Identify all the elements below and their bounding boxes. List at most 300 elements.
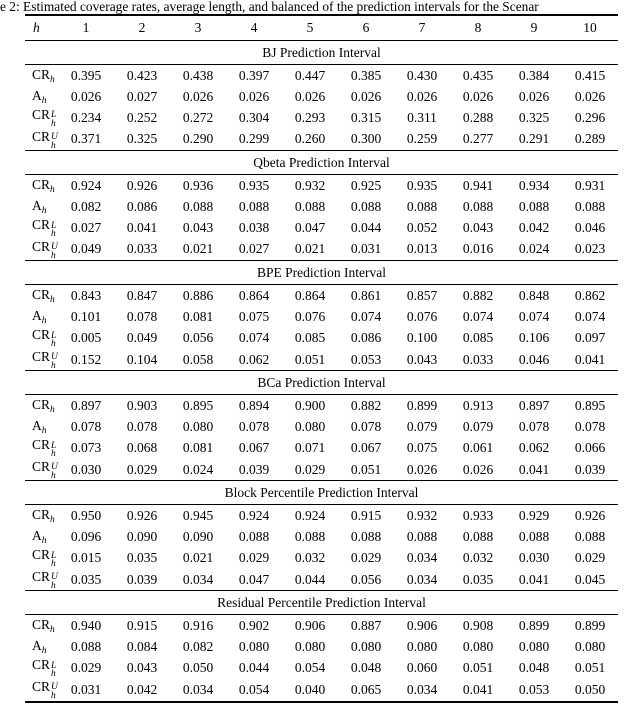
column-header-1: 1 — [58, 15, 114, 41]
row-label-scripts — [51, 133, 58, 150]
value-cell: 0.897 — [70, 397, 102, 413]
row-label-subscript: h — [51, 119, 56, 129]
value-cell: 0.026 — [518, 88, 550, 104]
value-cell: 0.078 — [126, 418, 158, 434]
row-label: $A_h$ — [32, 197, 47, 216]
value-cell: 0.046 — [506, 349, 562, 371]
value-cell: 0.415 — [574, 67, 606, 83]
table-row — [25, 175, 618, 197]
row-label-scripts — [51, 442, 56, 459]
value-cell: 0.078 — [350, 418, 382, 434]
value-cell: 0.886 — [182, 287, 214, 303]
value-cell: 0.897 — [518, 397, 550, 413]
value-cell: 0.051 — [574, 660, 606, 676]
value-cell: 0.088 — [462, 528, 494, 544]
value-cell: 0.899 — [518, 617, 550, 633]
row-label-subscript: h — [50, 294, 55, 305]
value-cell: 0.371 — [58, 129, 114, 151]
section-title: Block Percentile Prediction Interval — [25, 481, 618, 505]
value-cell: 0.088 — [238, 198, 270, 214]
value-cell: 0.289 — [562, 129, 618, 151]
value-cell: 0.288 — [462, 109, 494, 125]
value-cell: 0.029 — [574, 550, 606, 566]
table-row — [25, 505, 618, 527]
value-cell: 0.864 — [238, 287, 270, 303]
value-cell: 0.030 — [518, 550, 550, 566]
value-cell: 0.086 — [126, 198, 158, 214]
value-cell: 0.023 — [562, 239, 618, 261]
value-cell: 0.088 — [406, 528, 438, 544]
section-title: Residual Percentile Prediction Interval — [25, 591, 618, 615]
value-cell: 0.085 — [462, 329, 494, 345]
value-cell: 0.906 — [294, 617, 326, 633]
value-cell: 0.435 — [462, 67, 494, 83]
value-cell: 0.068 — [126, 440, 158, 456]
value-cell: 0.259 — [394, 129, 450, 151]
value-cell: 0.024 — [170, 459, 226, 481]
row-label: $A_h$ — [32, 87, 47, 106]
value-cell: 0.080 — [294, 638, 326, 654]
row-label-subscript: h — [41, 315, 47, 326]
value-cell: 0.900 — [294, 397, 326, 413]
value-cell: 0.325 — [114, 129, 170, 151]
value-cell: 0.296 — [574, 109, 606, 125]
row-label-superscript: L — [51, 440, 57, 451]
table-row — [25, 636, 618, 657]
value-cell: 0.075 — [238, 308, 270, 324]
value-cell: 0.857 — [406, 287, 438, 303]
value-cell: 0.299 — [226, 129, 282, 151]
table-row — [25, 657, 618, 679]
value-cell: 0.908 — [462, 617, 494, 633]
value-cell: 0.048 — [518, 660, 550, 676]
value-cell: 0.082 — [182, 638, 214, 654]
row-label-superscript: U — [51, 242, 58, 253]
header-row — [25, 15, 618, 41]
value-cell: 0.071 — [294, 440, 326, 456]
value-cell: 0.053 — [338, 349, 394, 371]
table-row — [25, 217, 618, 239]
column-header-4: 4 — [226, 15, 282, 41]
row-label-subscript: h — [41, 425, 47, 436]
value-cell: 0.054 — [226, 679, 282, 702]
row-label-scripts — [51, 683, 58, 700]
value-cell: 0.926 — [126, 177, 158, 193]
row-label-subscript: h — [41, 645, 47, 656]
table-row — [25, 395, 618, 417]
table-row — [25, 129, 618, 151]
section-title-row — [25, 591, 618, 615]
value-cell: 0.042 — [114, 679, 170, 702]
value-cell: 0.075 — [406, 440, 438, 456]
value-cell: 0.924 — [70, 177, 102, 193]
value-cell: 0.042 — [518, 219, 550, 235]
value-cell: 0.933 — [462, 507, 494, 523]
value-cell: 0.084 — [126, 638, 158, 654]
value-cell: 0.291 — [506, 129, 562, 151]
column-header-2: 2 — [114, 15, 170, 41]
value-cell: 0.029 — [70, 660, 102, 676]
row-label-scripts — [51, 332, 56, 349]
value-cell: 0.065 — [338, 679, 394, 702]
table-caption: e 2: Estimated coverage rates, average length, and balanced of the prediction intervals for the Scenar — [0, 0, 539, 14]
value-cell: 0.078 — [126, 308, 158, 324]
value-cell: 0.080 — [182, 418, 214, 434]
value-cell: 0.044 — [282, 569, 338, 591]
row-label: $A_h$ — [32, 307, 47, 326]
value-cell: 0.050 — [562, 679, 618, 702]
value-cell: 0.088 — [238, 528, 270, 544]
table-header — [25, 15, 618, 41]
value-cell: 0.041 — [126, 219, 158, 235]
value-cell: 0.041 — [506, 569, 562, 591]
row-label-superscript: U — [51, 682, 58, 693]
value-cell: 0.079 — [462, 418, 494, 434]
value-cell: 0.311 — [407, 109, 437, 125]
table-row — [25, 86, 618, 107]
value-cell: 0.104 — [114, 349, 170, 371]
value-cell: 0.924 — [238, 507, 270, 523]
row-label-superscript: U — [51, 572, 58, 583]
row-label-scripts — [51, 552, 56, 569]
row-label-scripts — [51, 573, 58, 590]
value-cell: 0.887 — [350, 617, 382, 633]
value-cell: 0.088 — [350, 198, 382, 214]
column-header-3: 3 — [170, 15, 226, 41]
section-title-row — [25, 481, 618, 505]
row-label-subscript: h — [51, 339, 56, 350]
row-label: $CR_h$ — [32, 396, 55, 415]
value-cell: 0.043 — [126, 660, 158, 676]
value-cell: 0.080 — [350, 638, 382, 654]
value-cell: 0.260 — [282, 129, 338, 151]
value-cell: 0.088 — [350, 528, 382, 544]
value-cell: 0.016 — [450, 239, 506, 261]
value-cell: 0.843 — [70, 287, 102, 303]
value-cell: 0.882 — [350, 397, 382, 413]
value-cell: 0.074 — [518, 308, 550, 324]
value-cell: 0.047 — [294, 219, 326, 235]
table-body — [25, 41, 618, 702]
value-cell: 0.931 — [574, 177, 606, 193]
value-cell: 0.395 — [70, 67, 102, 83]
value-cell: 0.384 — [518, 67, 550, 83]
section-title-row — [25, 41, 618, 65]
row-label: CR U h — [25, 129, 58, 151]
value-cell: 0.040 — [282, 679, 338, 702]
value-cell: 0.936 — [182, 177, 214, 193]
value-cell: 0.058 — [170, 349, 226, 371]
value-cell: 0.101 — [70, 308, 102, 324]
value-cell: 0.035 — [450, 569, 506, 591]
table-row — [25, 349, 618, 371]
value-cell: 0.304 — [238, 109, 270, 125]
value-cell: 0.088 — [574, 198, 606, 214]
row-label-subscript: h — [41, 205, 47, 216]
section-title-row — [25, 261, 618, 285]
value-cell: 0.041 — [506, 459, 562, 481]
value-cell: 0.066 — [574, 440, 606, 456]
value-cell: 0.088 — [518, 528, 550, 544]
value-cell: 0.082 — [70, 198, 102, 214]
row-label: CR L h — [32, 547, 57, 570]
value-cell: 0.932 — [406, 507, 438, 523]
value-cell: 0.027 — [70, 219, 102, 235]
value-cell: 0.026 — [70, 88, 102, 104]
value-cell: 0.027 — [226, 239, 282, 261]
row-label-superscript: L — [51, 330, 57, 341]
value-cell: 0.940 — [70, 617, 102, 633]
value-cell: 0.021 — [170, 239, 226, 261]
row-label-subscript: h — [50, 184, 55, 195]
row-label-scripts — [51, 353, 58, 370]
value-cell: 0.090 — [182, 528, 214, 544]
value-cell: 0.060 — [406, 660, 438, 676]
value-cell: 0.078 — [70, 418, 102, 434]
value-cell: 0.078 — [574, 418, 606, 434]
value-cell: 0.864 — [294, 287, 326, 303]
value-cell: 0.032 — [462, 550, 494, 566]
value-cell: 0.026 — [350, 88, 382, 104]
value-cell: 0.106 — [518, 329, 550, 345]
value-cell: 0.300 — [338, 129, 394, 151]
section-title: BPE Prediction Interval — [25, 261, 618, 285]
value-cell: 0.882 — [462, 287, 494, 303]
value-cell: 0.044 — [350, 219, 382, 235]
value-cell: 0.051 — [462, 660, 494, 676]
value-cell: 0.041 — [562, 349, 618, 371]
value-cell: 0.088 — [182, 198, 214, 214]
value-cell: 0.052 — [406, 219, 438, 235]
column-header-5: 5 — [282, 15, 338, 41]
value-cell: 0.034 — [170, 679, 226, 702]
row-label-subscript: h — [51, 470, 56, 481]
value-cell: 0.029 — [350, 550, 382, 566]
table-row — [25, 437, 618, 459]
value-cell: 0.932 — [294, 177, 326, 193]
value-cell: 0.234 — [70, 109, 102, 125]
value-cell: 0.053 — [506, 679, 562, 702]
value-cell: 0.031 — [58, 679, 114, 702]
row-label: $A_h$ — [32, 417, 47, 436]
table-row — [25, 196, 618, 217]
value-cell: 0.021 — [182, 550, 214, 566]
value-cell: 0.005 — [70, 329, 102, 345]
value-cell: 0.934 — [518, 177, 550, 193]
value-cell: 0.074 — [238, 329, 270, 345]
row-label: $CR_h$ — [32, 286, 55, 305]
table-row — [25, 285, 618, 307]
value-cell: 0.848 — [518, 287, 550, 303]
row-label: CR L h — [32, 437, 57, 460]
value-cell: 0.041 — [450, 679, 506, 702]
value-cell: 0.088 — [294, 198, 326, 214]
value-cell: 0.902 — [238, 617, 270, 633]
value-cell: 0.085 — [294, 329, 326, 345]
column-header-8: 8 — [450, 15, 506, 41]
value-cell: 0.062 — [226, 349, 282, 371]
table-row — [25, 679, 618, 702]
value-cell: 0.935 — [238, 177, 270, 193]
section-title: Qbeta Prediction Interval — [25, 151, 618, 175]
value-cell: 0.067 — [350, 440, 382, 456]
value-cell: 0.026 — [182, 88, 214, 104]
row-label: $CR_h$ — [32, 176, 55, 195]
value-cell: 0.029 — [238, 550, 270, 566]
value-cell: 0.061 — [462, 440, 494, 456]
table-row — [25, 547, 618, 569]
value-cell: 0.430 — [406, 67, 438, 83]
value-cell: 0.078 — [238, 418, 270, 434]
value-cell: 0.039 — [114, 569, 170, 591]
row-label-scripts — [51, 111, 56, 128]
table-row — [25, 526, 618, 547]
value-cell: 0.861 — [350, 287, 382, 303]
corner-header-h: h — [25, 15, 58, 41]
row-label-subscript: h — [51, 449, 56, 460]
value-cell: 0.080 — [238, 638, 270, 654]
table-row — [25, 65, 618, 87]
row-label-subscript: h — [51, 669, 56, 680]
section-title: BCa Prediction Interval — [25, 371, 618, 395]
value-cell: 0.045 — [562, 569, 618, 591]
value-cell: 0.080 — [462, 638, 494, 654]
value-cell: 0.086 — [350, 329, 382, 345]
row-label: CR U h — [25, 459, 58, 481]
value-cell: 0.438 — [182, 67, 214, 83]
row-label-subscript: h — [51, 140, 56, 151]
row-label: CR L h — [32, 107, 57, 129]
value-cell: 0.047 — [226, 569, 282, 591]
column-header-9: 9 — [506, 15, 562, 41]
row-label-subscript: h — [51, 360, 56, 371]
row-label-superscript: L — [51, 660, 57, 671]
value-cell: 0.915 — [350, 507, 382, 523]
value-cell: 0.088 — [70, 638, 102, 654]
row-label: CR U h — [25, 349, 58, 371]
table-row — [25, 416, 618, 437]
value-cell: 0.050 — [182, 660, 214, 676]
value-cell: 0.847 — [126, 287, 158, 303]
value-cell: 0.903 — [126, 397, 158, 413]
value-cell: 0.034 — [406, 550, 438, 566]
value-cell: 0.926 — [574, 507, 606, 523]
value-cell: 0.043 — [182, 219, 214, 235]
table-row — [25, 306, 618, 327]
value-cell: 0.021 — [282, 239, 338, 261]
value-cell: 0.088 — [406, 198, 438, 214]
value-cell: 0.862 — [574, 287, 606, 303]
row-label: CR L h — [32, 327, 57, 350]
table-row — [25, 569, 618, 591]
value-cell: 0.447 — [294, 67, 326, 83]
row-label: CR U h — [25, 679, 58, 702]
value-cell: 0.031 — [338, 239, 394, 261]
row-label-scripts — [51, 662, 56, 679]
row-label: $A_h$ — [32, 637, 47, 656]
value-cell: 0.038 — [238, 219, 270, 235]
value-cell: 0.097 — [574, 329, 606, 345]
section-title: BJ Prediction Interval — [25, 41, 618, 65]
value-cell: 0.076 — [406, 308, 438, 324]
value-cell: 0.033 — [114, 239, 170, 261]
value-cell: 0.925 — [350, 177, 382, 193]
value-cell: 0.272 — [182, 109, 214, 125]
value-cell: 0.152 — [58, 349, 114, 371]
value-cell: 0.315 — [350, 109, 382, 125]
value-cell: 0.067 — [238, 440, 270, 456]
value-cell: 0.062 — [518, 440, 550, 456]
table-row — [25, 615, 618, 637]
value-cell: 0.033 — [450, 349, 506, 371]
value-cell: 0.080 — [406, 638, 438, 654]
value-cell: 0.074 — [350, 308, 382, 324]
value-cell: 0.049 — [58, 239, 114, 261]
row-label-superscript: U — [51, 462, 58, 473]
column-header-7: 7 — [394, 15, 450, 41]
value-cell: 0.325 — [518, 109, 550, 125]
column-header-10: 10 — [562, 15, 618, 41]
value-cell: 0.100 — [406, 329, 438, 345]
value-cell: 0.895 — [182, 397, 214, 413]
row-label: CR U h — [25, 239, 58, 261]
value-cell: 0.026 — [450, 459, 506, 481]
row-label-subscript: h — [51, 691, 56, 702]
value-cell: 0.039 — [226, 459, 282, 481]
row-label-scripts — [51, 243, 58, 260]
value-cell: 0.015 — [70, 550, 102, 566]
value-cell: 0.035 — [126, 550, 158, 566]
row-label-superscript: U — [51, 352, 58, 363]
value-cell: 0.035 — [58, 569, 114, 591]
value-cell: 0.397 — [238, 67, 270, 83]
value-cell: 0.252 — [126, 109, 158, 125]
value-cell: 0.026 — [406, 88, 438, 104]
value-cell: 0.049 — [126, 329, 158, 345]
value-cell: 0.056 — [338, 569, 394, 591]
value-cell: 0.945 — [182, 507, 214, 523]
value-cell: 0.915 — [126, 617, 158, 633]
row-label-scripts — [51, 222, 56, 239]
value-cell: 0.935 — [406, 177, 438, 193]
value-cell: 0.056 — [182, 329, 214, 345]
row-label-scripts — [51, 463, 58, 480]
row-label: $A_h$ — [32, 527, 47, 546]
value-cell: 0.044 — [238, 660, 270, 676]
value-cell: 0.051 — [282, 349, 338, 371]
value-cell: 0.899 — [574, 617, 606, 633]
value-cell: 0.080 — [518, 638, 550, 654]
row-label-subscript: h — [50, 514, 55, 525]
value-cell: 0.046 — [574, 219, 606, 235]
table-row — [25, 327, 618, 349]
value-cell: 0.026 — [294, 88, 326, 104]
row-label-subscript: h — [51, 250, 56, 261]
value-cell: 0.277 — [450, 129, 506, 151]
row-label-subscript: h — [50, 74, 55, 85]
value-cell: 0.026 — [462, 88, 494, 104]
value-cell: 0.029 — [114, 459, 170, 481]
value-cell: 0.088 — [574, 528, 606, 544]
column-header-6: 6 — [338, 15, 394, 41]
value-cell: 0.078 — [518, 418, 550, 434]
value-cell: 0.088 — [294, 528, 326, 544]
row-label-subscript: h — [50, 404, 55, 415]
table-row — [25, 239, 618, 261]
value-cell: 0.054 — [294, 660, 326, 676]
value-cell: 0.088 — [462, 198, 494, 214]
value-cell: 0.080 — [574, 638, 606, 654]
